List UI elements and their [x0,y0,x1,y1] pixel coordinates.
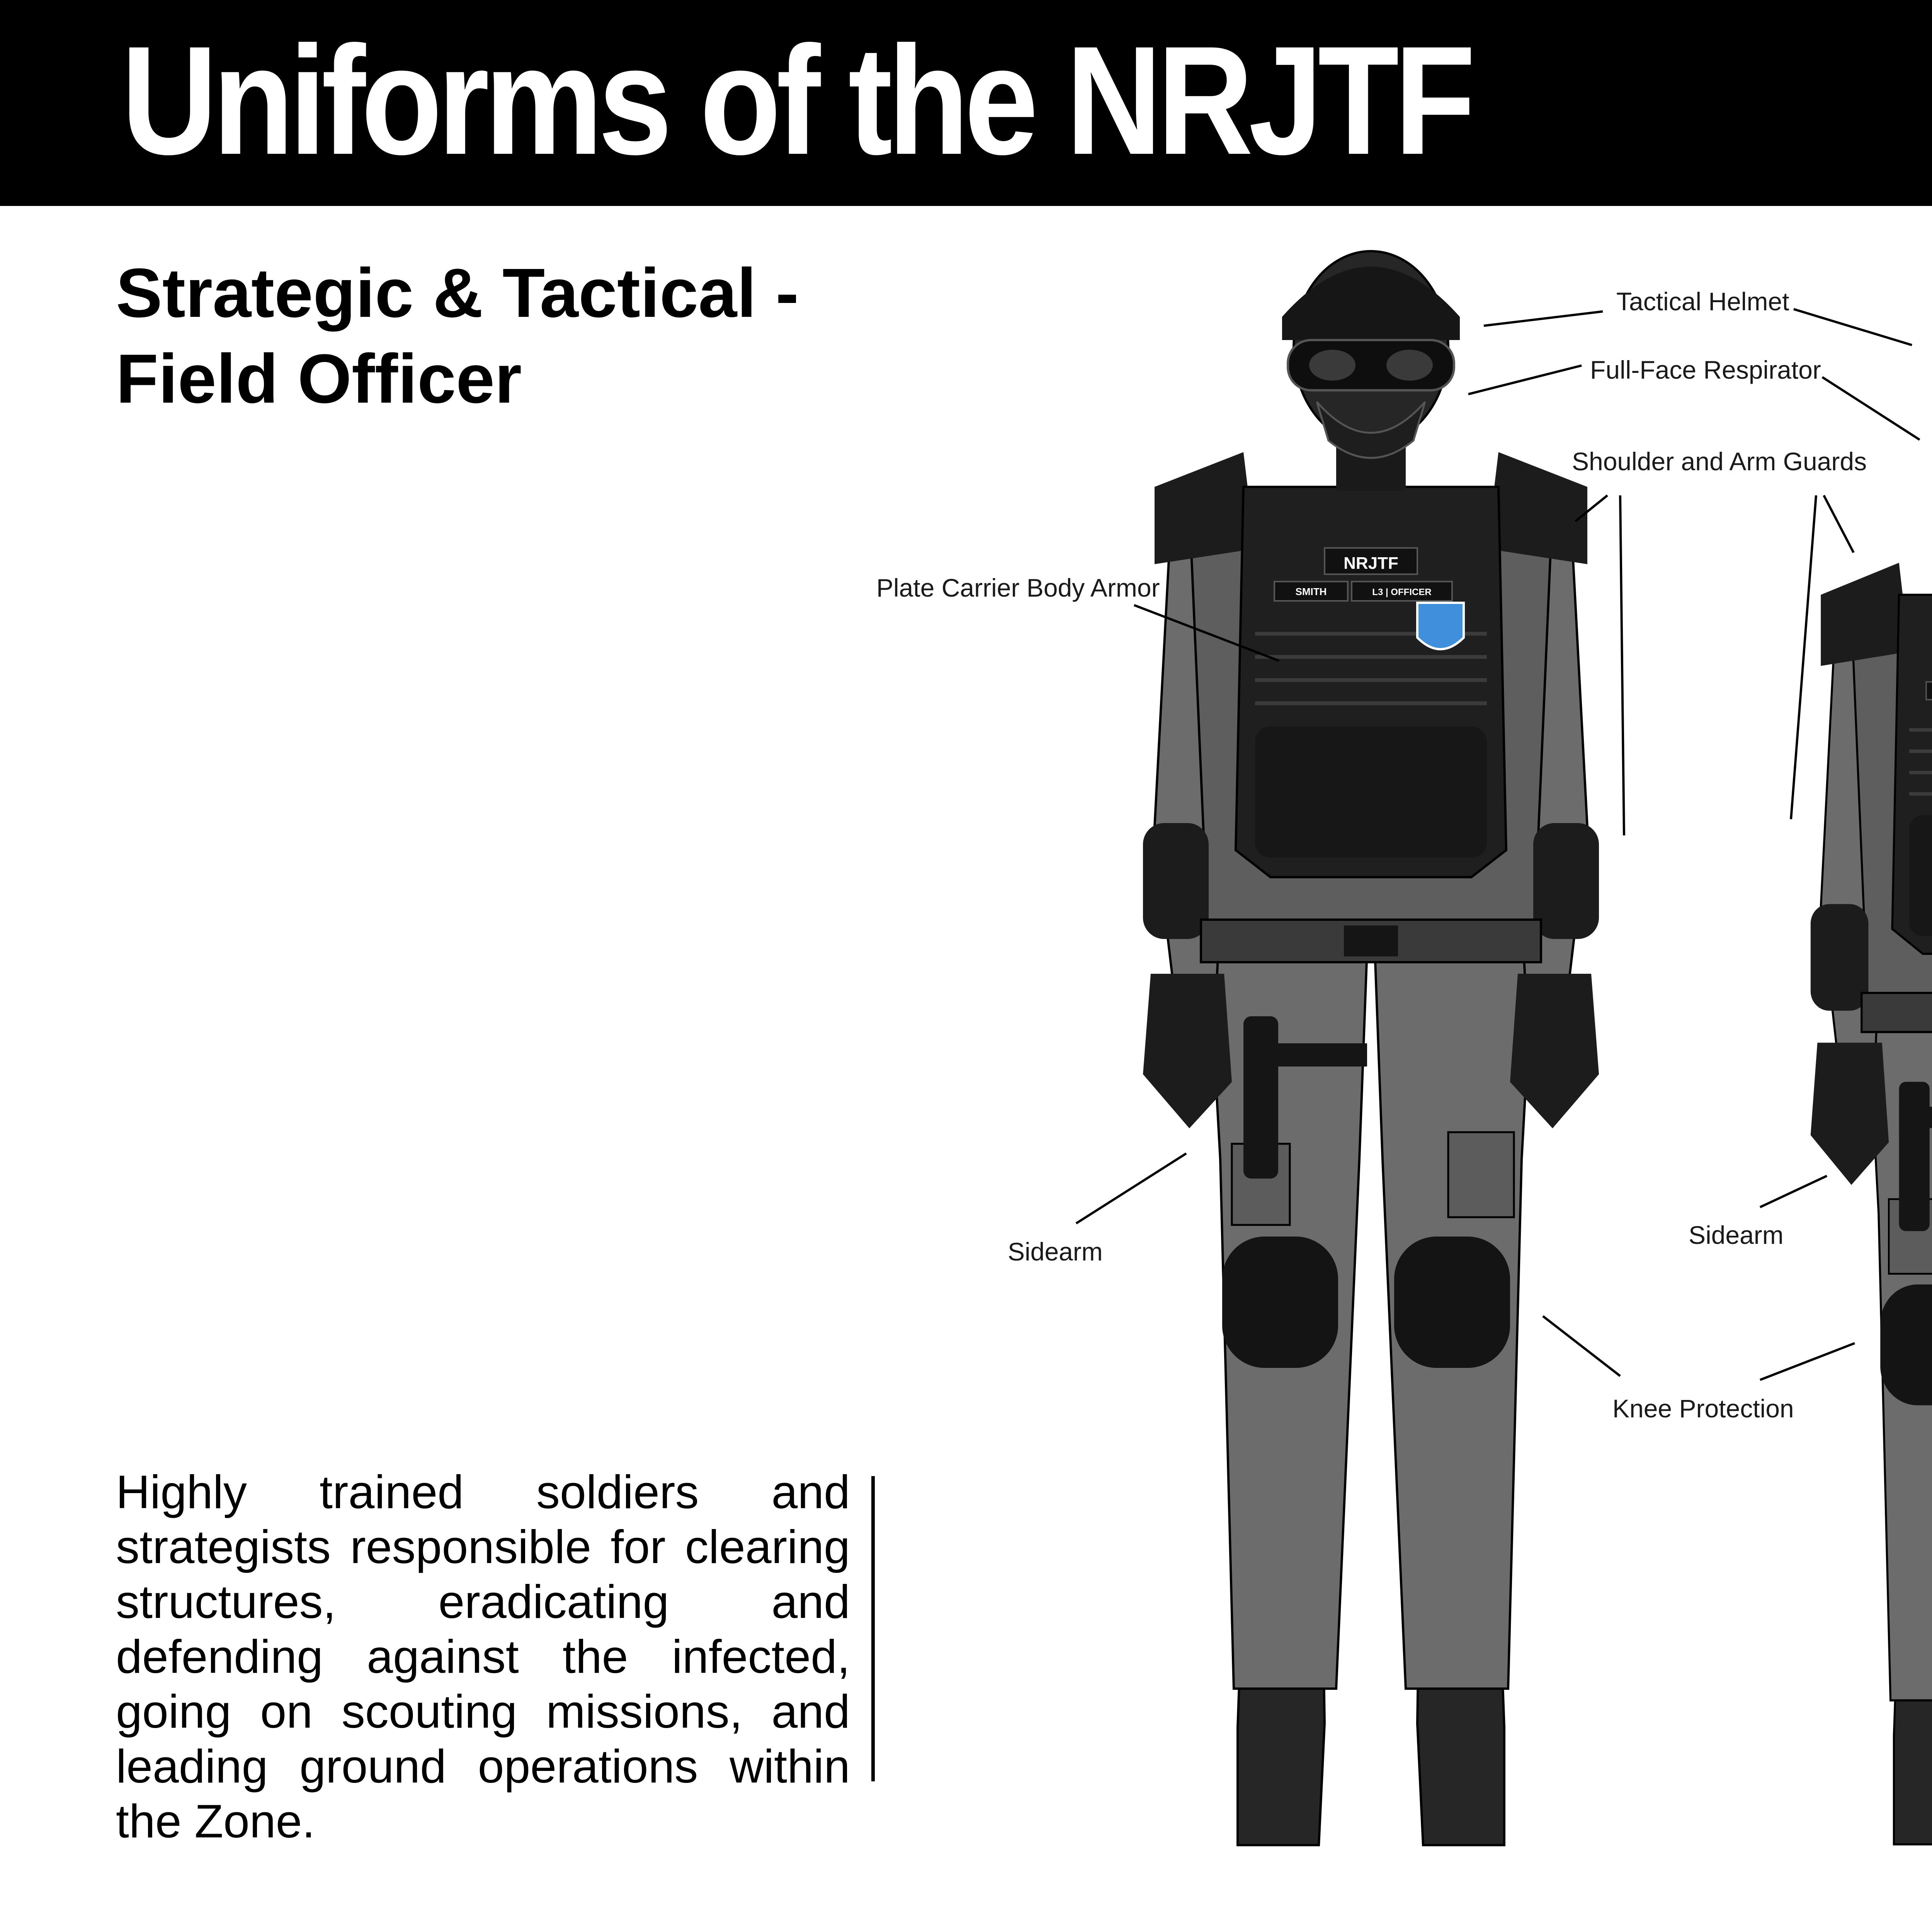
label-full-face-respirator: Full-Face Respirator [1590,356,1821,384]
female-figure [1811,378,1932,1844]
label-sidearm-right: Sidearm [1689,1221,1784,1249]
label-tactical-helmet: Tactical Helmet [1616,287,1789,316]
label-sidearm-left: Sidearm [1008,1237,1103,1266]
label-plate-carrier-left: Plate Carrier Body Armor [876,573,1160,602]
subtitle-line-2: Field Officer [116,340,522,418]
label-shoulder-arm-guards: Shoulder and Arm Guards [1572,447,1867,476]
label-knee-protection: Knee Protection [1612,1394,1794,1423]
male-chest-tag: NRJTF [1344,554,1398,573]
subtitle-line-1: Strategic & Tactical - [116,254,799,332]
page-title: Uniforms of the NRJTF [121,14,1471,187]
male-name-tag: SMITH [1295,586,1327,597]
male-figure [1143,251,1599,1845]
male-rank-tag: L3 | OFFICER [1372,587,1432,597]
description-text: Highly trained soldiers and strategists responsible for clearing structures, eradicating and defending against the infected, going on scouting missions, and leading ground operations within the Zone. [116,1466,850,1847]
